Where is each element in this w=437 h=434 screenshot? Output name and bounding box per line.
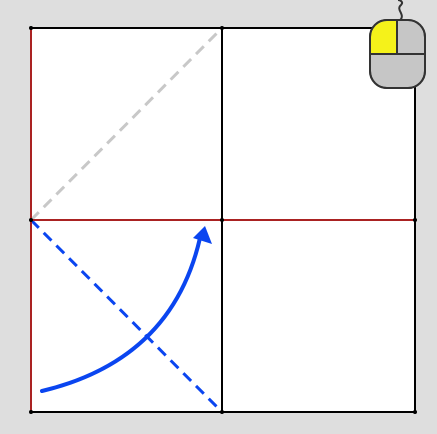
grid-point bbox=[220, 26, 224, 30]
grid-point bbox=[220, 218, 224, 222]
grid-point bbox=[29, 26, 33, 30]
grid-point bbox=[29, 410, 33, 414]
grid-point bbox=[29, 218, 33, 222]
grid-point bbox=[220, 410, 224, 414]
grid-point bbox=[413, 218, 417, 222]
grid-point bbox=[413, 410, 417, 414]
